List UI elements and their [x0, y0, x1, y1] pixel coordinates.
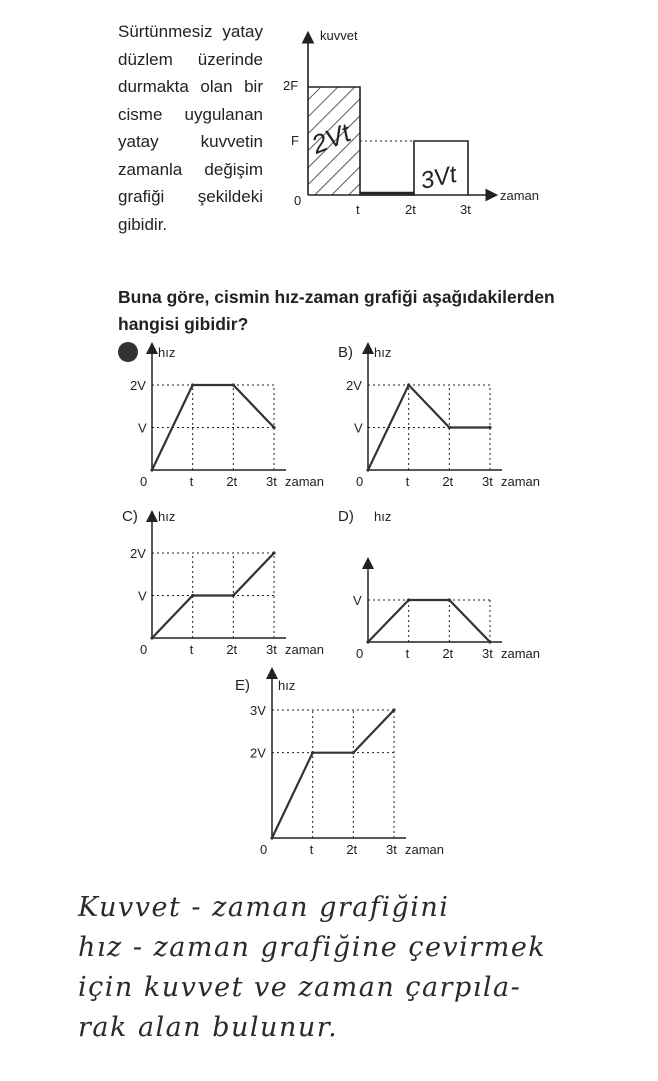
option-3-data-point	[150, 636, 153, 639]
intro-paragraph: Sürtünmesiz yatay düzlem üzerinde durmakta olan bir cisme uygulanan yatay kuvvetin zamanla değişim grafiği şekildeki gibidir.	[118, 22, 263, 234]
option-2-origin: 0	[356, 474, 364, 489]
force-tick-2F: 2F	[283, 78, 299, 93]
option-5-origin: 0	[260, 842, 268, 857]
option-5-data-point	[352, 751, 355, 754]
option-2-tick-x-0: t	[405, 474, 410, 489]
handwritten-2Vt: 2Vt	[307, 117, 355, 160]
option-4-data-point	[488, 640, 491, 643]
force-origin: 0	[294, 193, 302, 208]
option-4-data-point	[448, 598, 451, 601]
option-3-y-label: hız	[158, 509, 176, 524]
option-1-tick-x-0: t	[189, 474, 194, 489]
option-1-origin: 0	[140, 474, 148, 489]
option-1-y-label: hız	[158, 345, 176, 360]
force-x-label: zaman	[500, 188, 540, 203]
force-tick-F: F	[291, 133, 299, 148]
option-2-data-point	[488, 426, 491, 429]
force-tick-2t: 2t	[405, 202, 416, 217]
option-3-origin: 0	[140, 642, 148, 657]
option-5-tick-x-2: 3t	[386, 842, 397, 857]
option-4-data-point	[407, 598, 410, 601]
option-5-letter: E)	[235, 677, 250, 694]
selected-answer-mark	[118, 342, 138, 362]
option-2-data-point	[448, 426, 451, 429]
option-3-tick-y-0: 2V	[130, 546, 146, 561]
option-5-y-label: hız	[278, 678, 296, 693]
option-1-data-point	[150, 468, 153, 471]
option-1-data-point	[272, 426, 275, 429]
option-5-tick-x-1: 2t	[346, 842, 358, 857]
option-4-letter: D)	[338, 508, 354, 525]
option-4-y-label: hız	[374, 509, 392, 524]
option-1-tick-x-1: 2t	[226, 474, 238, 489]
option-5-data-point	[270, 836, 273, 839]
option-1-data-point	[232, 383, 235, 386]
option-5-tick-y-0: 3V	[250, 703, 266, 718]
option-2-tick-x-1: 2t	[442, 474, 454, 489]
option-1-tick-x-2: 3t	[266, 474, 277, 489]
option-2-data-point	[366, 468, 369, 471]
option-4-tick-x-2: 3t	[482, 646, 493, 661]
option-4-tick-x-1: 2t	[442, 646, 454, 661]
answer-options	[118, 342, 540, 857]
option-1-tick-y-0: 2V	[130, 378, 146, 393]
option-3-tick-x-0: t	[189, 642, 194, 657]
option-2-tick-x-2: 3t	[482, 474, 493, 489]
option-5-speed-line	[272, 710, 394, 838]
option-3-tick-x-2: 3t	[266, 642, 277, 657]
option-3-data-point	[191, 594, 194, 597]
force-tick-t: t	[356, 202, 360, 217]
note-line-1: Kuvvet - zaman grafiğini	[78, 892, 450, 923]
option-1-tick-y-1: V	[138, 420, 147, 436]
option-3-tick-x-1: 2t	[226, 642, 238, 657]
option-3-tick-y-1: V	[138, 588, 147, 604]
note-line-2: hız - zaman grafiğine çevirmek	[78, 932, 547, 963]
option-4-speed-line	[368, 600, 490, 642]
option-3-data-point	[272, 551, 275, 554]
option-2-data-point	[407, 383, 410, 386]
option-4-origin: 0	[356, 646, 364, 661]
note-line-4: rak alan bulunur.	[78, 1012, 339, 1043]
question-prompt: Buna göre, cismin hız-zaman grafiği aşağıdakilerden hangisi gibidir?	[118, 287, 555, 334]
option-3-speed-line	[152, 553, 274, 638]
force-y-label: kuvvet	[320, 28, 358, 43]
option-5-x-label: zaman	[405, 842, 445, 857]
option-2-letter: B)	[338, 344, 353, 361]
handwritten-3Vt: 3Vt	[418, 160, 460, 195]
option-1-data-point	[191, 383, 194, 386]
option-2-y-label: hız	[374, 345, 392, 360]
option-5-data-point	[392, 708, 395, 711]
option-4-x-label: zaman	[501, 646, 541, 661]
option-5-data-point	[311, 751, 314, 754]
option-5-tick-x-0: t	[309, 842, 314, 857]
option-3-letter: C)	[122, 508, 138, 525]
option-2-tick-y-1: V	[354, 420, 363, 436]
option-5-tick-y-1: 2V	[250, 745, 266, 761]
force-tick-3t: 3t	[460, 202, 471, 217]
handwritten-note	[78, 888, 638, 1048]
option-3-data-point	[232, 594, 235, 597]
option-2-x-label: zaman	[501, 474, 541, 489]
option-2-tick-y-0: 2V	[346, 378, 362, 393]
option-4-tick-x-0: t	[405, 646, 410, 661]
option-4-data-point	[366, 640, 369, 643]
option-4-tick-y-0: V	[353, 593, 362, 608]
force-time-graph	[283, 28, 539, 217]
note-line-3: için kuvvet ve zaman çarpıla-	[78, 972, 522, 1003]
option-1-x-label: zaman	[285, 474, 325, 489]
option-3-x-label: zaman	[285, 642, 325, 657]
